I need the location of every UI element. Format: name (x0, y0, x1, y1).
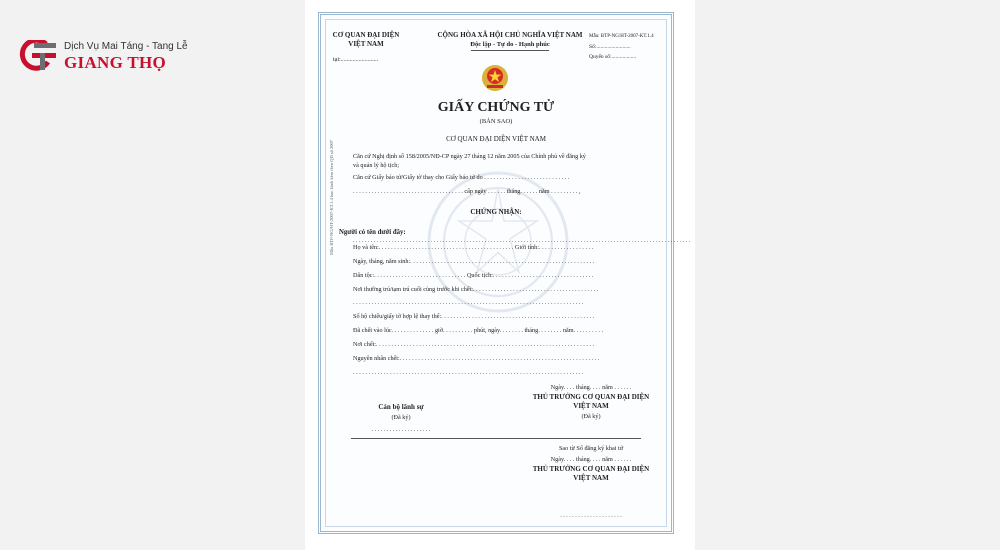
field-passport-number: Số hộ chiếu/giấy tờ hợp lệ thay thế:. . . . . . . . . . . . . . . . . . . . . . . . . . . . . . . . . . . . . . . . . . . . . . . . . . (353, 313, 595, 320)
issuing-agency: CƠ QUAN ĐẠI DIỆN VIỆT NAM (446, 135, 546, 143)
gt-logo-icon (18, 40, 58, 72)
brand-tagline: Dịch Vụ Mai Táng - Tang Lễ (64, 41, 188, 52)
field-cause-of-death: Nguyên nhân chết:. . . . . . . . . . . . . . . . . . . . . . . . . . . . . . . . . . . . . . . . . . . . . . . . . . . . . . . . . . . . . . . . . (353, 355, 600, 362)
field-last-residence: Nơi thường trú/tạm trú cuối cùng trước khi chết:. . . . . . . . . . . . . . . . . . . . . . . . . . . . . . . . . . . . . . . . . (353, 286, 599, 293)
head-signature: (Đã ký) (581, 413, 601, 420)
brand-logo[interactable] (18, 40, 188, 74)
consular-officer-signature: (Đã ký) (391, 414, 411, 421)
consular-officer-name-dots: . . . . . . . . . . . . . . . . . . . . (371, 427, 431, 433)
legal-basis-line2: Căn cứ Giấy báo tử/Giấy tờ thay cho Giấy báo tử do . . . . . . . . . . . . . . . . . . . . . . . . . . . . (353, 174, 570, 181)
form-code: Mẫu: BTP-NG/HT-2007-KT.1.4 (589, 34, 654, 39)
head-title-line1: THỦ TRƯỞNG CƠ QUAN ĐẠI DIỆN (532, 393, 650, 401)
field-line: . . . . . . . . . . . . . . . . . . . . . . . . . . . . . . . . . . . . . . . . . . . . . . . . . . . . . . . . . . . . . . . . . . . . . . . . . . . . . . . . . . . . . . . . . . . . . . . . . . . . . . . . . . . . . . . . . (353, 238, 691, 244)
head2-title-line2: VIỆT NAM (573, 474, 609, 482)
agency-location: tại:......................... (333, 57, 379, 63)
motto-underline (471, 50, 549, 51)
head-title-line2: VIỆT NAM (573, 402, 609, 410)
legal-basis-line3: . . . . . . . . . . . . . . . . . . . . . . . . . . . . . . . . . . . . cấp ngày . . . . . . tháng. . . . . . năm . . . . . . . . . , (353, 188, 581, 195)
agency-name-line1: CƠ QUAN ĐẠI DIỆN (332, 31, 400, 39)
field-ethnicity-nationality: Dân tộc:. . . . . . . . . . . . . . . . . . . . . . . . . . . . . . Quốc tịch:. . . . . . . . . . . . . . . . . . . . . . . . . . . . . . . . . (353, 272, 594, 279)
head2-name-dots: . . . . . . . . . . . . . . . . . . . . . (560, 513, 622, 519)
certify-heading: CHỨNG NHẬN: (470, 208, 522, 216)
field-residence-continued: . . . . . . . . . . . . . . . . . . . . . . . . . . . . . . . . . . . . . . . . . . . . . . . . . . . . . . . . . . . . . . . . . . . . . . . . . . . (353, 299, 584, 306)
head2-title-line1: THỦ TRƯỞNG CƠ QUAN ĐẠI DIỆN (532, 465, 650, 473)
national-emblem-icon (481, 64, 509, 92)
copy-date: Ngày. . . . tháng. . . . năm . . . . . . (550, 456, 632, 463)
document-title: GIẤY CHỨNG TỬ (437, 100, 555, 115)
national-motto: Độc lập - Tự do - Hạnh phúc (470, 41, 550, 48)
brand-name: GIANG THỌ (64, 53, 167, 72)
side-form-note: Mẫu BTP-NG/HT-2007-KT.1.4 ban hành kèm theo QĐ số 2007 (329, 140, 334, 255)
field-full-name: Họ và tên:. . . . . . . . . . . . . . . . . . . . . . . . . . . . . . . . . . . . . . . . . . . . Giới tính:. . . . . . . . . . . . . . . . . . (353, 244, 594, 251)
death-certificate (318, 12, 691, 534)
legal-basis-line1: Căn cứ Nghị định số 158/2005/NĐ-CP ngày 27 tháng 12 năm 2005 của Chính phủ về đăng ký (353, 153, 586, 160)
document-subtitle: (BẢN SAO) (479, 118, 513, 125)
agency-name-line2: VIỆT NAM (348, 40, 384, 48)
signature-date: Ngày. . . . tháng. . . . năm . . . . . . (550, 384, 632, 391)
field-time-of-death: Đã chết vào lúc. . . . . . . . . . . . . . giờ. . . . . . . . . . phút, ngày. . . . . . . . tháng. . . . . . . . năm. . . . . . . . . . (353, 327, 603, 334)
copy-source: Sao từ Sổ đăng ký khai tử (558, 445, 624, 452)
registration-number: Số:......................... (589, 44, 631, 50)
section-divider (351, 438, 641, 439)
legal-basis-line1b: và quản lý hộ tịch; (353, 162, 400, 169)
country-name: CỘNG HÒA XÃ HỘI CHỦ NGHĨA VIỆT NAM (437, 31, 583, 39)
field-date-of-birth: Ngày, tháng, năm sinh:. . . . . . . . . . . . . . . . . . . . . . . . . . . . . . . . . . . . . . . . . . . . . . . . . . . . . . . . . . . . (353, 258, 595, 265)
field-place-of-death: Nơi chết:. . . . . . . . . . . . . . . . . . . . . . . . . . . . . . . . . . . . . . . . . . . . . . . . . . . . . . . . . . . . . . . . . . . . . . . (353, 341, 595, 348)
field-cause-continued: . . . . . . . . . . . . . . . . . . . . . . . . . . . . . . . . . . . . . . . . . . . . . . . . . . . . . . . . . . . . . . . . . . . . . . . . . . . (353, 369, 584, 376)
person-heading: Người có tên dưới đây: (339, 229, 406, 236)
consular-officer-title: Cán bộ lãnh sự (378, 403, 424, 411)
registration-book: Quyển số:.................. (589, 54, 637, 60)
